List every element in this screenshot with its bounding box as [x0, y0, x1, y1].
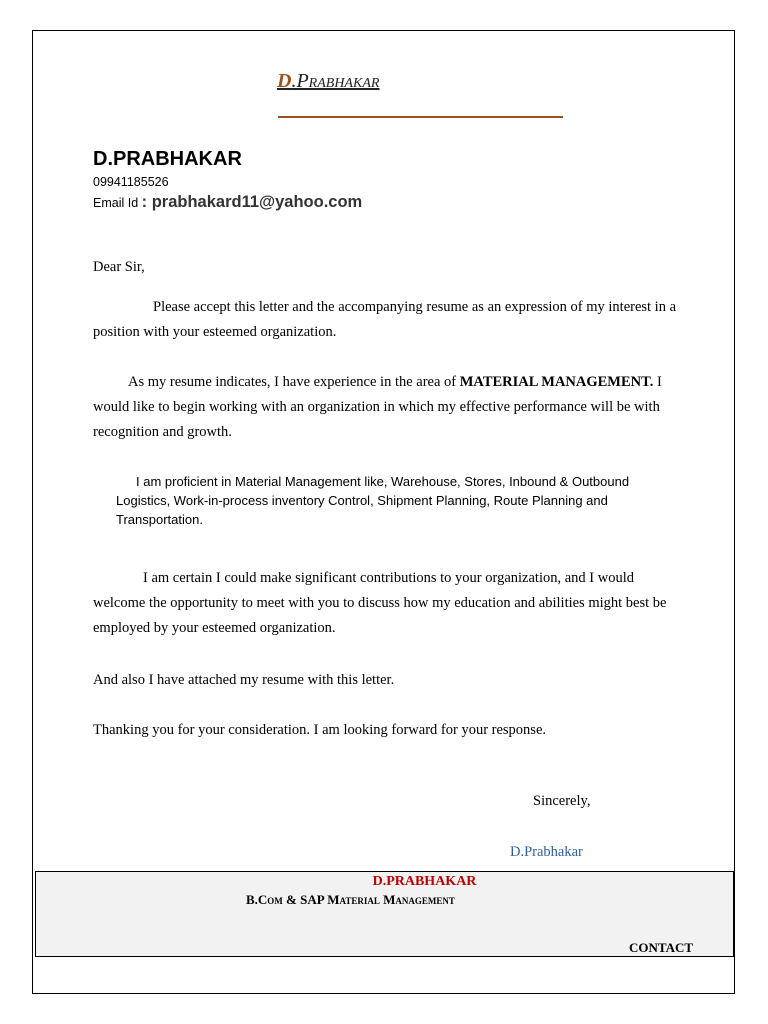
letter-paragraph-2: [93, 370, 683, 445]
letter-paragraph-3: I am proficient in Material Management like, Warehouse, Stores, Inbound & Outbound Logistics, Work-in-process inventory Control, Shipment Planning, Route Planning and Transportation.: [116, 474, 630, 527]
header-name-initial: D: [277, 70, 292, 92]
email-value: : prabhakard11@yahoo.com: [141, 193, 363, 211]
contact-phone: 09941185526: [93, 175, 169, 189]
footer-name: D.PRABHAKAR: [372, 874, 477, 889]
letter-closing: Sincerely,: [533, 793, 591, 809]
letter-greeting: Dear Sir,: [93, 259, 145, 275]
header-name-rest: .Prabhakar: [291, 70, 380, 92]
contact-name: D.PRABHAKAR: [93, 148, 242, 170]
contact-email-line: [93, 193, 362, 212]
paragraph-2-prefix: As my resume indicates, I have experience in the area of: [128, 374, 460, 390]
footer-box: [35, 871, 734, 957]
letter-paragraph-6: Thanking you for your consideration. I am looking forward for your response.: [93, 722, 547, 738]
letter-paragraph-5: And also I have attached my resume with this letter.: [93, 672, 395, 688]
letter-signature: D.Prabhakar: [510, 844, 583, 860]
email-label: Email Id: [93, 196, 142, 210]
letter-paragraph-4: I am certain I could make significant contributions to your organization, and I would welcome the opportunity to meet with you to discuss how my education and abilities might best be employed by your esteemed organization.: [93, 570, 667, 636]
header-divider: [278, 116, 563, 118]
paragraph-2-bold: MATERIAL MANAGEMENT.: [459, 374, 654, 390]
paragraph-2-suffix: I would like to begin working with an organization in which my effective performance will be with recognition and growth.: [93, 374, 662, 440]
footer-contact-label: CONTACT: [629, 940, 694, 955]
header-name: [277, 70, 379, 93]
letter-paragraph-1: Please accept this letter and the accompanying resume as an expression of my interest in a position with your esteemed organization.: [93, 299, 677, 340]
footer-qualification: B.Com & SAP Material Management: [246, 892, 455, 907]
